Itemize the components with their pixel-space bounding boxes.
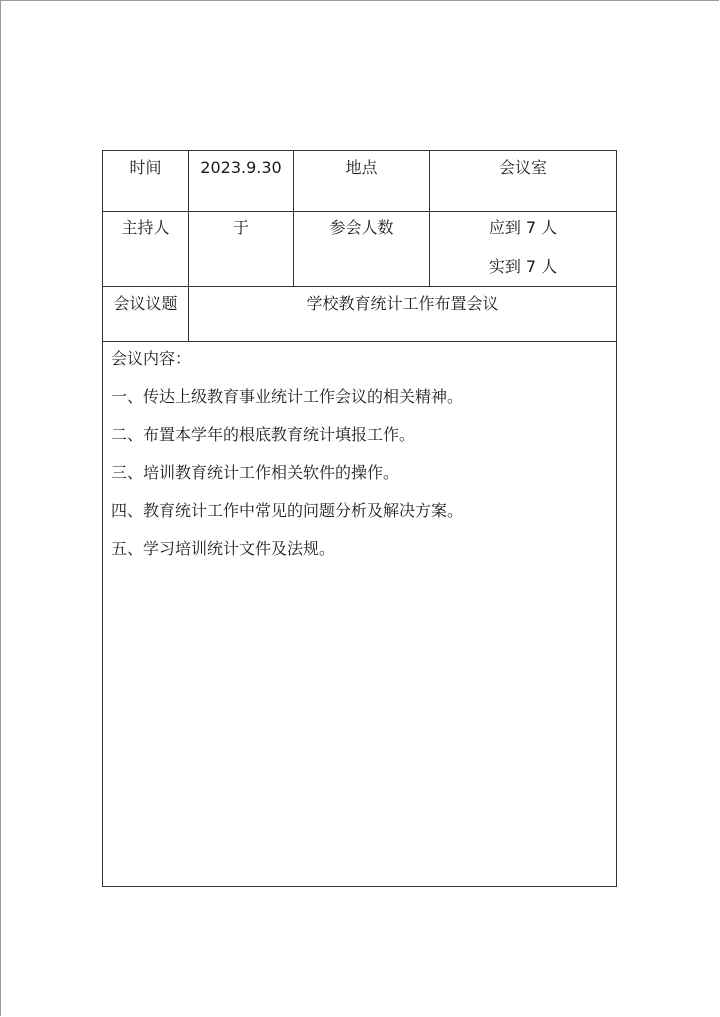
- row-divider-2: [103, 286, 616, 287]
- topic-label: 会议议题: [113, 294, 178, 313]
- content-item-1: 一、传达上级教育事业统计工作会议的相关精神。: [111, 387, 464, 406]
- expected-attendance: 应到 7 人: [488, 218, 558, 237]
- content-item-4: 四、教育统计工作中常见的问题分析及解决方案。: [111, 501, 464, 520]
- actual-attendance: 实到 7 人: [488, 257, 558, 276]
- topic-value: 学校教育统计工作布置会议: [306, 294, 499, 313]
- place-value: 会议室: [498, 158, 547, 177]
- attendee-label: 参会人数: [329, 218, 394, 237]
- time-value: 2023.9.30: [200, 158, 282, 177]
- place-label: 地点: [345, 158, 378, 177]
- content-item-3: 三、培训教育统计工作相关软件的操作。: [111, 463, 400, 482]
- time-label: 时间: [129, 158, 162, 177]
- content-item-5: 五、学习培训统计文件及法规。: [111, 539, 336, 558]
- meeting-record-table: [102, 150, 617, 887]
- host-label: 主持人: [121, 218, 170, 237]
- row-divider-3: [103, 341, 616, 342]
- content-item-2: 二、布置本学年的根底教育统计填报工作。: [111, 425, 416, 444]
- host-value: 于: [232, 218, 249, 237]
- row-divider-1: [103, 211, 616, 212]
- content-label: 会议内容：: [111, 349, 192, 368]
